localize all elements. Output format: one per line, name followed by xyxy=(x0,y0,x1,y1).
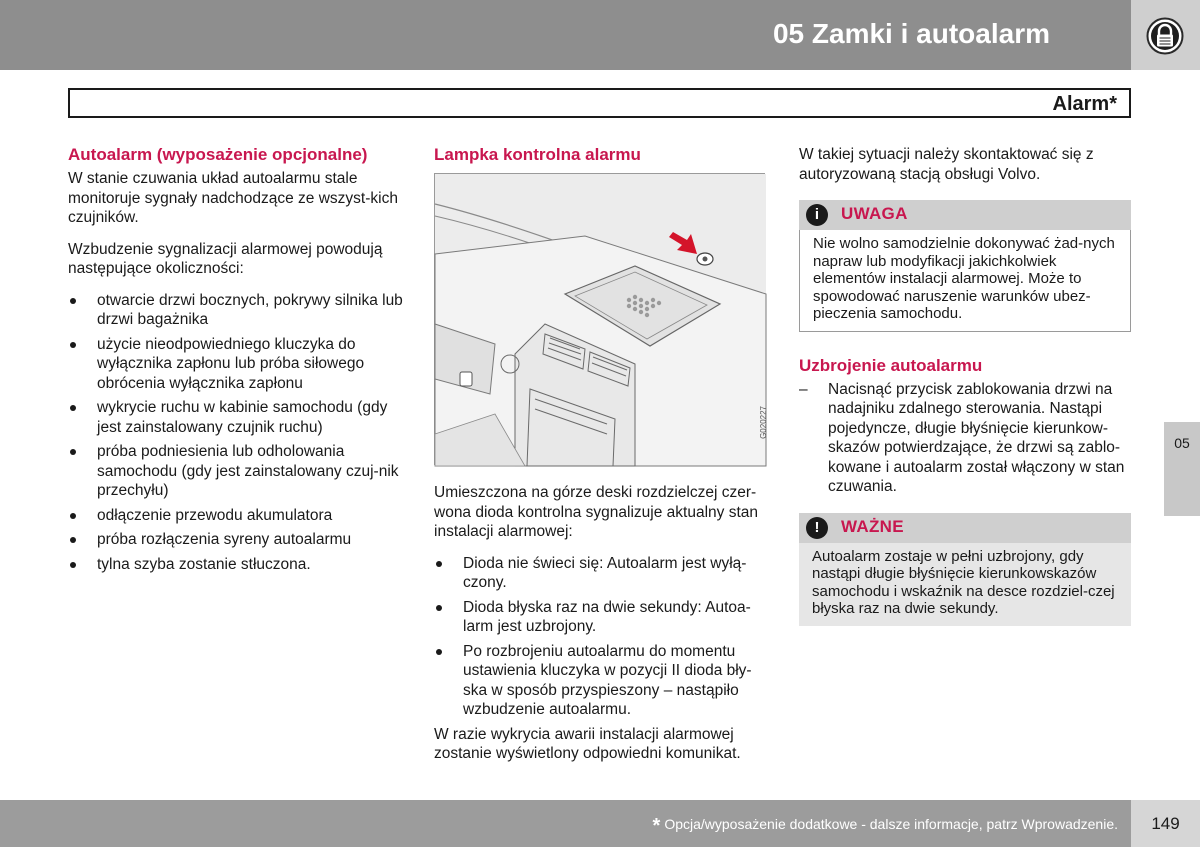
list-item-text: Dioda błyska raz na dwie sekundy: Autoa-larm jest uzbrojony. xyxy=(463,598,751,635)
notice-wazne xyxy=(799,513,1131,626)
notice-label: WAŻNE xyxy=(841,516,904,536)
asterisk-icon: * xyxy=(652,815,661,837)
bullet-icon xyxy=(70,405,76,411)
list-item-text: Dioda nie świeci się: Autoalarm jest wyłą-czony. xyxy=(463,554,747,591)
led-status-list xyxy=(434,554,769,720)
bullet-icon xyxy=(70,342,76,348)
column-1 xyxy=(68,145,408,579)
page-number-box xyxy=(1131,800,1200,847)
list-item xyxy=(434,554,769,593)
list-item xyxy=(434,598,769,637)
bullet-icon xyxy=(436,649,442,655)
chapter-side-tab xyxy=(1164,422,1200,516)
list-item xyxy=(68,506,408,526)
dashboard-illustration xyxy=(434,173,768,465)
heading-alarm-lamp: Lampka kontrolna alarmu xyxy=(434,145,641,164)
paragraph: W razie wykrycia awarii instalacji alarmowej zostanie wyświetlony odpowiedni komunikat. xyxy=(434,725,741,762)
info-icon: i xyxy=(806,204,828,226)
footer-note xyxy=(653,815,1118,838)
list-item xyxy=(68,555,408,575)
section-title: Alarm* xyxy=(1052,93,1117,115)
section-title-box xyxy=(68,88,1131,118)
list-item xyxy=(68,291,408,330)
notice-header xyxy=(799,200,1131,230)
heading-arming: Uzbrojenie autoalarmu xyxy=(799,355,983,375)
column-2 xyxy=(434,145,769,776)
chapter-tab-label: 05 xyxy=(1174,435,1190,451)
notice-text: Nie wolno samodzielnie dokonywać żad-nych napraw lub modyfikacji jakichkolwiek elementów instalacji alarmowej. Może to spowodować naruszenie warunków ubez-pieczenia samochodu. xyxy=(799,230,1131,332)
list-item xyxy=(68,530,408,550)
notice-header xyxy=(799,513,1131,543)
bullet-icon xyxy=(70,513,76,519)
list-item-text: próba podniesienia lub odholowania samochodu (gdy jest zainstalowany czuj-nik przechyłu) xyxy=(97,443,399,499)
paragraph: Umieszczona na górze deski rozdzielczej czer-wona dioda kontrolna sygnalizuje aktualny stan instalacji alarmowej: xyxy=(434,484,758,540)
list-item xyxy=(68,335,408,394)
footer-bar xyxy=(0,800,1131,847)
figure-code: G020227 xyxy=(759,406,768,439)
dashboard-drawing xyxy=(435,174,766,466)
warning-icon: ! xyxy=(806,517,828,539)
list-item-text: użycie nieodpowiedniego kluczyka do wyłącznika zapłonu lub próba siłowego obrócenia wyłącznika zapłonu xyxy=(97,335,365,392)
trigger-list xyxy=(68,291,408,575)
notice-text: Autoalarm zostaje w pełni uzbrojony, gdy nastąpi długie błyśnięcie kierunkowskazów samochodu i wskaźnik na desce rozdziel-czej błyska raz na dwie sekundy. xyxy=(812,547,1115,617)
notice-uwaga xyxy=(799,200,1131,332)
paragraph: W stanie czuwania układ autoalarmu stale monitoruje sygnały nadchodzące ze wszyst-kich czujników. xyxy=(68,170,398,226)
list-item xyxy=(68,398,408,437)
list-item-text: próba rozłączenia syreny autoalarmu xyxy=(97,531,352,548)
page-number: 149 xyxy=(1151,814,1180,833)
list-item xyxy=(799,380,1131,497)
list-item-text: Po rozbrojeniu autoalarmu do momentu ustawienia kluczyka w pozycji II dioda bły-ska w sposób przyspieszony – nastąpiło wzbudzenie autoalarmu. xyxy=(463,642,752,718)
list-item xyxy=(68,442,408,501)
column-3 xyxy=(799,145,1131,644)
list-item-text: Nacisnąć przycisk zablokowania drzwi na nadajniku zdalnego sterowania. Nastąpi pojedyncze, długie błyśnięcie kierunkow-skazów potwierdzające, że drzwi są zablo-kowane i autoalarm został włączony w stan czuwania. xyxy=(828,380,1125,495)
list-item xyxy=(434,642,769,720)
bullet-icon xyxy=(70,537,76,543)
bullet-icon xyxy=(70,562,76,568)
notice-label: UWAGA xyxy=(841,204,908,223)
list-item-text: wykrycie ruchu w kabinie samochodu (gdy jest zainstalowany czujnik ruchu) xyxy=(97,399,388,436)
paragraph: Wzbudzenie sygnalizacji alarmowej powodują następujące okoliczności: xyxy=(68,240,383,277)
bullet-icon xyxy=(70,449,76,455)
lock-icon xyxy=(1146,17,1184,55)
list-item-text: otwarcie drzwi bocznych, pokrywy silnika lub drzwi bagażnika xyxy=(97,291,403,328)
heading-autoalarm: Autoalarm (wyposażenie opcjonalne) xyxy=(68,145,368,164)
chapter-icon-box xyxy=(1131,0,1200,70)
chapter-title: 05 Zamki i autoalarm xyxy=(772,18,1050,49)
paragraph: W takiej sytuacji należy skontaktować się z autoryzowaną stacją obsługi Volvo. xyxy=(799,146,1094,183)
list-item-text: tylna szyba zostanie stłuczona. xyxy=(97,555,311,573)
dash-marker: – xyxy=(799,380,808,398)
bullet-icon xyxy=(436,561,442,567)
bullet-icon xyxy=(436,605,442,611)
arming-steps xyxy=(799,380,1131,497)
list-item-text: odłączenie przewodu akumulatora xyxy=(97,506,333,524)
bullet-icon xyxy=(70,298,76,304)
header-bar xyxy=(0,0,1131,70)
footer-note-text: Opcja/wyposażenie dodatkowe - dalsze informacje, patrz Wprowadzenie. xyxy=(664,816,1118,832)
